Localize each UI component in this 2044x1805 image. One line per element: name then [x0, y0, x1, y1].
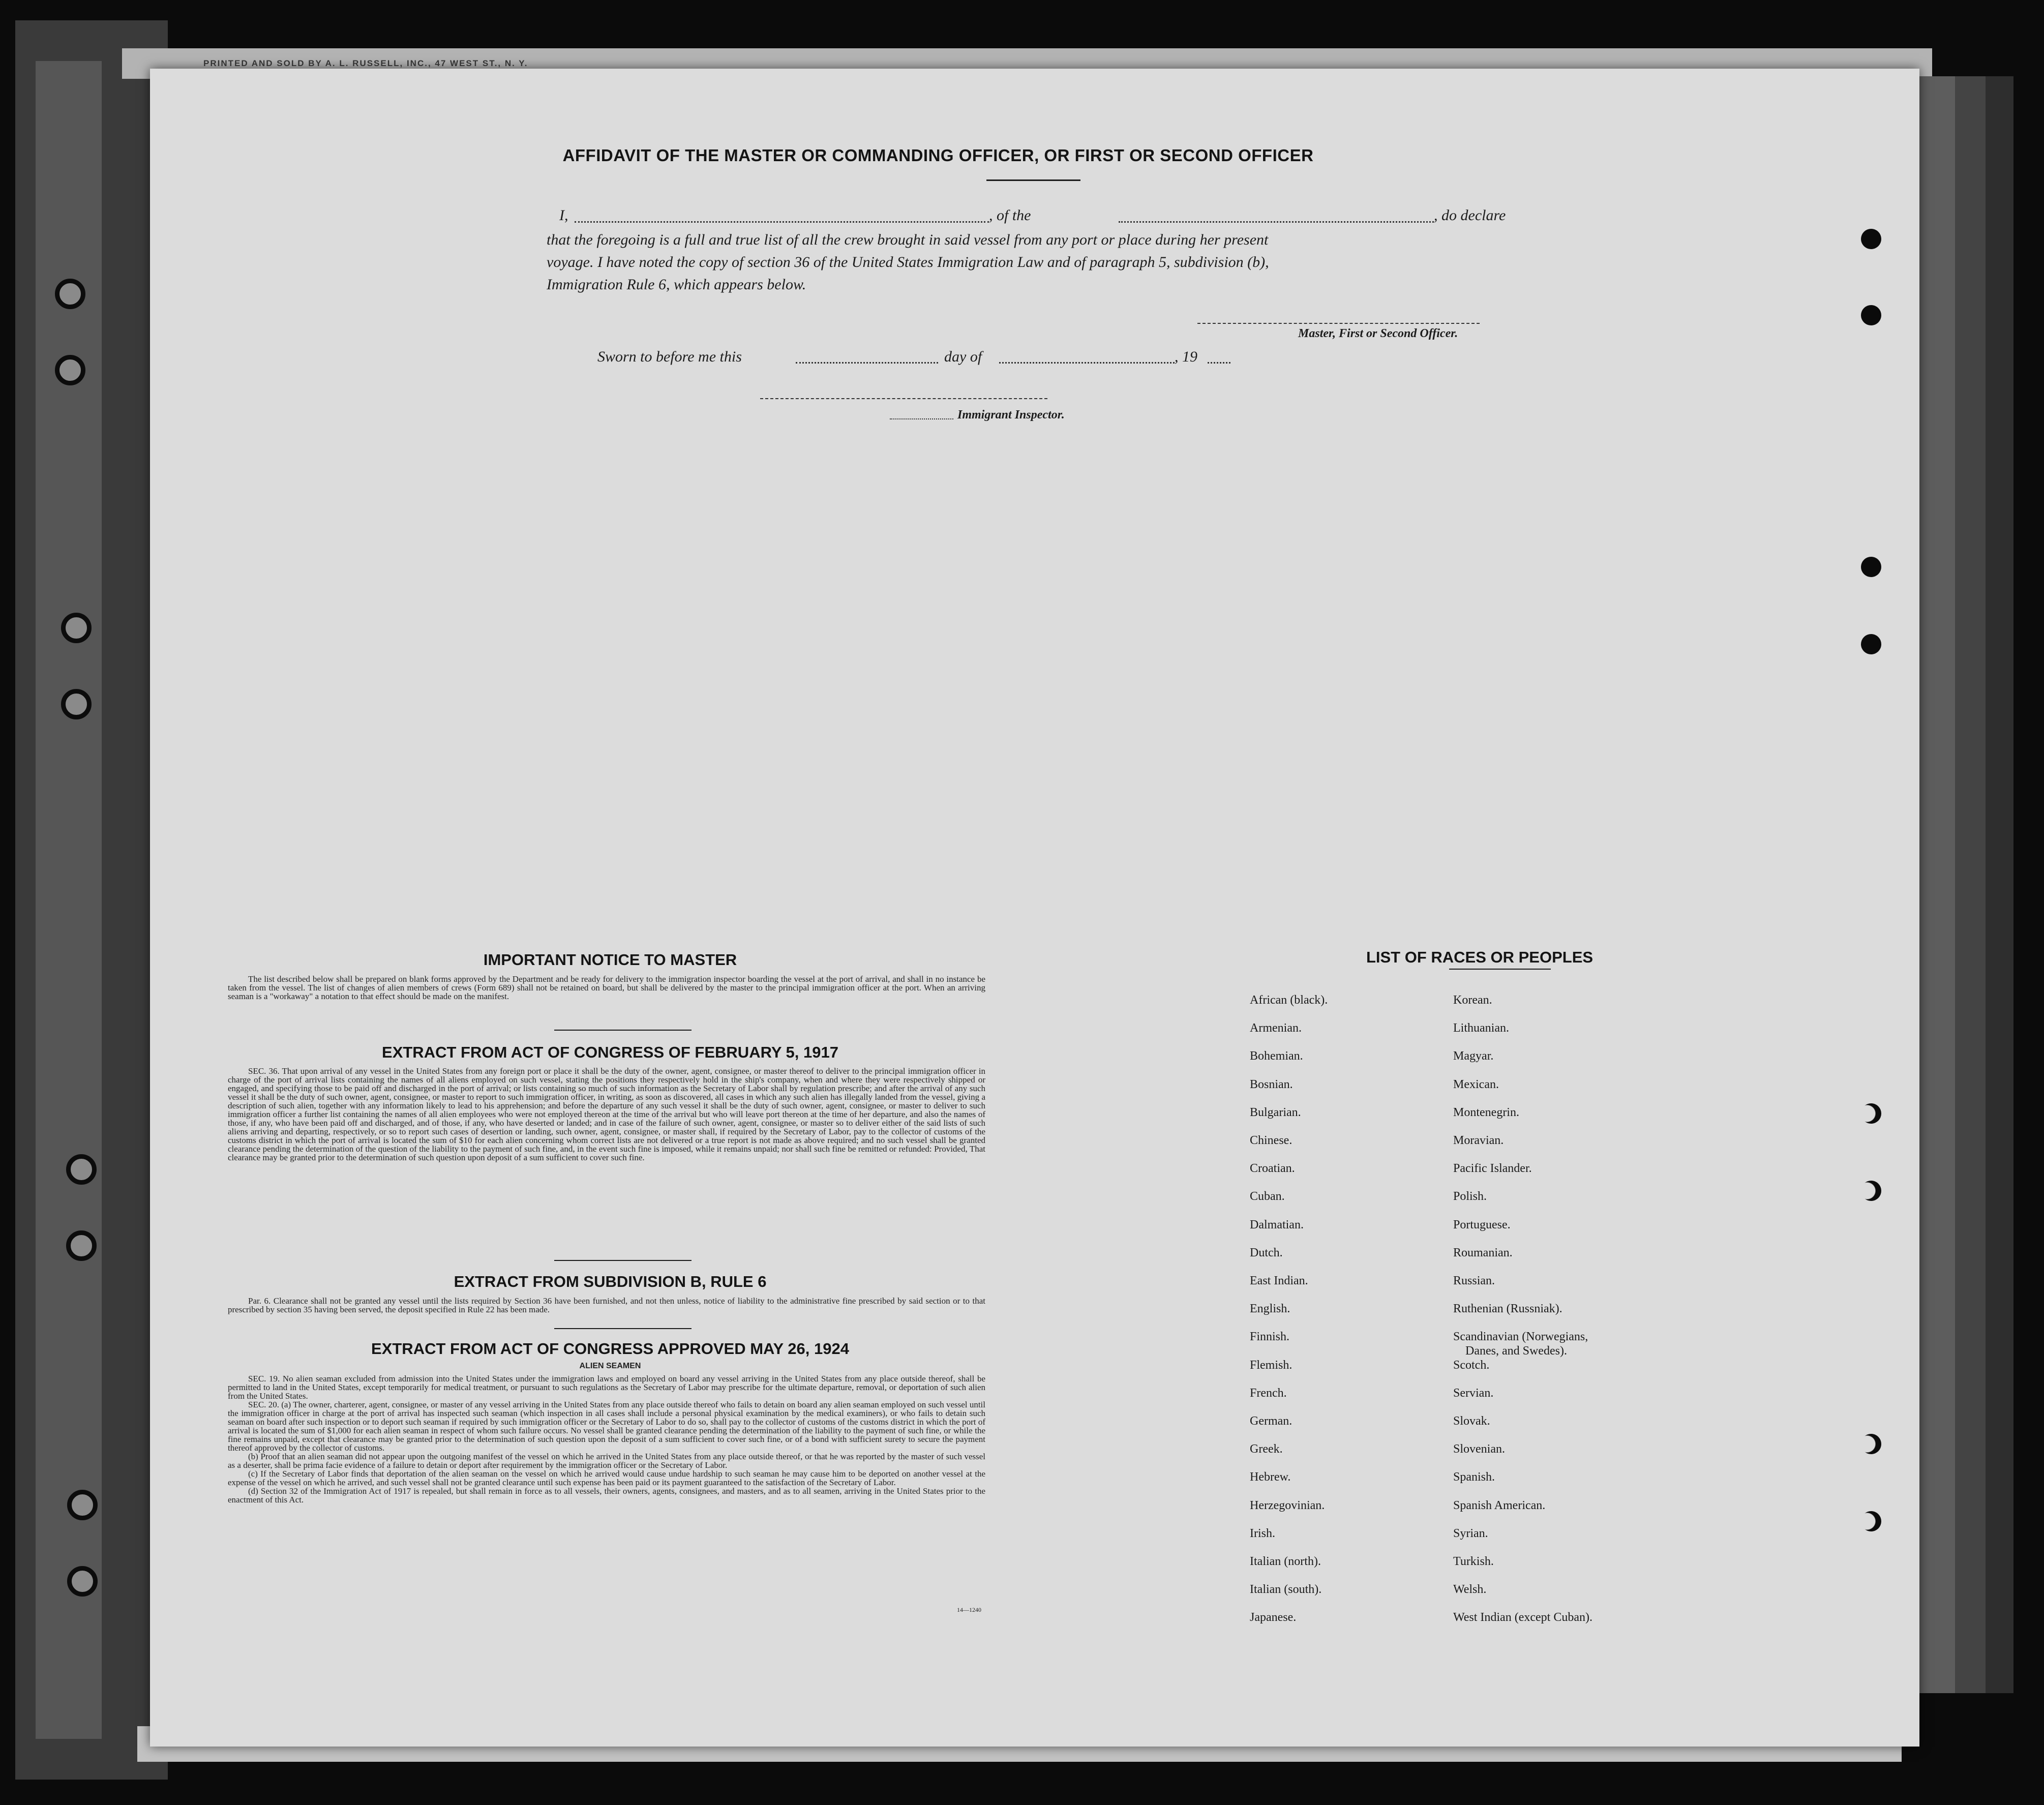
affidavit-line-3: voyage. I have noted the copy of section 36 of the United States Immigration Law and of paragraph 5, subdivision (b),: [547, 254, 1269, 270]
affidavit-title: AFFIDAVIT OF THE MASTER OR COMMANDING OFFICER, OR FIRST OR SECOND OFFICER: [562, 146, 1314, 165]
punch-hole: [1861, 1103, 1881, 1124]
punch-hole: [1861, 557, 1881, 577]
race-item: Korean.: [1453, 994, 1492, 1007]
punch-hole: [1861, 634, 1881, 654]
race-item: Roumanian.: [1453, 1246, 1513, 1259]
races-title: LIST OF RACES OR PEOPLES: [1366, 948, 1594, 966]
race-item: Japanese.: [1250, 1611, 1297, 1624]
printer-imprint: PRINTED AND SOLD BY A. L. RUSSELL, INC., 47 WEST ST., N. Y.: [203, 58, 528, 68]
race-item: Spanish.: [1453, 1470, 1495, 1484]
sworn-day-line[interactable]: [796, 362, 938, 364]
race-item: Finnish.: [1250, 1330, 1290, 1344]
race-item: Bulgarian.: [1250, 1105, 1301, 1119]
form-number: 14—1240: [957, 1606, 981, 1613]
affidavit-of-the: , of the: [989, 207, 1031, 224]
race-item: Dutch.: [1250, 1246, 1283, 1259]
race-item: Dalmatian.: [1250, 1218, 1304, 1231]
extract-1924-sec20d: (d) Section 32 of the Immigration Act of 1917 is repealed, but shall remain in force as to all vessels, their owners, agents, consignees, and masters, and as to all seamen, arriving in the United States prior to the enactment of this Act.: [228, 1486, 985, 1505]
sworn-month-line[interactable]: [999, 362, 1175, 364]
extract-1924-sec20c: (c) If the Secretary of Labor finds that deportation of the alien seaman on the vessel on which he arrived would cause undue hardship to such seaman he may cause him to be deported on another vessel at the expense of the vessel on which he arrived, and such vessel shall not be granted clearance until such expense has been paid or its payment guaranteed to the satisfaction of the Secretary of Labor.: [228, 1469, 985, 1487]
extract-1924-sec20b: (b) Proof that an alien seaman did not appear upon the outgoing manifest of the vessel on which he arrived in the United States from any place outside thereof, or that he was reported by the master of such vessel as a deserter, shall be prima facie evidence of a failure to detain or deport after requirement by the immigration officer or the Secretary of Labor.: [228, 1452, 985, 1470]
race-item: Irish.: [1250, 1526, 1275, 1540]
master-signature-line[interactable]: [1197, 323, 1480, 324]
extract-rule6-title: EXTRACT FROM SUBDIVISION B, RULE 6: [454, 1273, 767, 1290]
affidavit-word-i: I,: [559, 207, 568, 224]
race-item: Lithuanian.: [1453, 1021, 1509, 1035]
binder-hole: [66, 1230, 97, 1261]
race-item: Welsh.: [1453, 1583, 1487, 1597]
master-signature-label: Master, First or Second Officer.: [1298, 327, 1458, 340]
race-item: East Indian.: [1250, 1274, 1308, 1287]
binder-hole: [61, 613, 92, 643]
rank-line[interactable]: [1119, 221, 1434, 223]
inspector-signature-label: Immigrant Inspector.: [957, 408, 1065, 422]
punch-hole: [1861, 305, 1881, 325]
race-item: Servian.: [1453, 1386, 1494, 1400]
race-item: Russian.: [1453, 1274, 1495, 1287]
binder-hole: [67, 1490, 98, 1520]
extract-1924-sec20a: SEC. 20. (a) The owner, charterer, agent, consignee, or master of any vessel arriving in the United States from any place outside thereof who fails to detain on board any alien seaman employed on such vessel until the immigration officer in charge at the port of arrival has inspected such seaman (which inspection in all cases shall include a personal physical examination by the medical examiners), or who fails to detain such seaman on board after such inspection or to deport such seaman if required by such immigration officer or the Secretary of Labor to do so, shall pay to the collector of customs of the customs district in which the port of arrival is located the sum of $1,000 for each alien seaman in respect of whom such failure occurs. No vessel shall be granted clearance pending the determination of the liability to the payment of such fine, or while the fine remains unpaid, except that clearance may be granted prior to the determination of such question upon the deposit of a sum sufficient to cover such fine, or of a bond with sufficient surety to secure the payment thereof approved by the collector of customs.: [228, 1400, 985, 1453]
extract-1917-paragraph: SEC. 36. That upon arrival of any vessel in the United States from any foreign port or place it shall be the duty of the owner, agent, consignee, or master thereof to deliver to the principal immigration officer in charge of the port of arrival lists containing the names of all aliens employed on such vessel, stating the positions they respectively hold in the ship's company, when and where they were respectively shipped or engaged, and specifying those to be paid off and discharged in the port of arrival; or lists containing so much of such information as the Secretary of Labor shall by regulation prescribe; and after the arrival of any such vessel it shall be the duty of such owner, agent, consignee, or master to report to such immigration officer, in writing, as soon as discovered, all cases in which any such alien has illegally landed from the vessel, giving a description of such alien, together with any information likely to lead to his apprehension; and before the departure of any such vessel it shall be the duty of such owner, agent, consignee, or master to deliver to such immigration officer a further list containing the names of all alien employees who were not employed thereon at the time of the arrival but who will leave port thereon at the time of her departure, and also the names of those, if any, who have been paid off and discharged, and of those, if any, who have deserted or landed; and in case of the failure of such owner, agent, consignee, or master so to deliver either of the said lists of such aliens arriving and departing, respectively, or so to report such cases of desertion or landing, such owner, agent, consignee, or master shall, if required by the Secretary of Labor, pay to the collector of customs of the customs district in which the port of arrival is located the sum of $10 for each alien concerning whom correct lists are not delivered or a true report is not made as above required; and no such vessel shall be granted clearance pending the determination of the question of the liability to the payment of such fine, and, in the event such fine is imposed, while it remains unpaid; nor shall such fine be remitted or refunded: Provided, That clearance may be granted prior to the determination of such question upon deposit of a sum sufficient to cover such fine.: [228, 1066, 985, 1162]
race-item: Magyar.: [1453, 1049, 1494, 1063]
extract-1924-sec19: SEC. 19. No alien seaman excluded from admission into the United States under the immigration laws and employed on board any vessel arriving in the United States from any place outside thereof, shall be permitted to land in the United States, except temporarily for medical treatment, or pursuant to such regulations as the Secretary of Labor may prescribe for the ultimate departure, removal, or deportation of such alien from the United States.: [228, 1374, 985, 1401]
binder-hole: [55, 279, 85, 309]
extract-rule6-text: [228, 1297, 985, 1314]
binder-hole: [67, 1566, 98, 1597]
race-item: West Indian (except Cuban).: [1453, 1611, 1592, 1624]
affidavit-line-2: that the foregoing is a full and true list of all the crew brought in said vessel from any port or place during her present: [547, 231, 1269, 248]
name-line[interactable]: [575, 221, 989, 223]
race-item: French.: [1250, 1386, 1287, 1400]
extract-1924-text: [228, 1374, 985, 1504]
binder-hole: [66, 1154, 97, 1185]
document-page: [150, 58, 1919, 1747]
punch-hole: [1861, 1511, 1881, 1531]
page-stack-edge: [1919, 76, 1955, 1693]
race-item: Slovenian.: [1453, 1442, 1505, 1456]
race-item: Flemish.: [1250, 1358, 1292, 1372]
binder-hole: [61, 689, 92, 719]
race-item: Portuguese.: [1453, 1218, 1511, 1231]
race-item: Bosnian.: [1250, 1077, 1293, 1091]
extract-1924-subtitle: ALIEN SEAMEN: [579, 1362, 641, 1370]
race-item: Pacific Islander.: [1453, 1162, 1532, 1176]
notice-paragraph: The list described below shall be prepared on blank forms approved by the Department and be ready for delivery to the immigration inspector boarding the vessel at the port of arrival, and shall in no instance be taken from the vessel. The list of changes of alien members of crews (Form 689) shall not be retained on board, but shall be delivered by the master to the principal immigration officer at the port. When an arriving seaman is a "workaway" a notation to that effect should be made on the manifest.: [228, 974, 985, 1001]
page-stack-edge: [1986, 76, 2013, 1693]
race-item: Turkish.: [1453, 1555, 1494, 1568]
race-item: Cuban.: [1250, 1190, 1285, 1204]
race-item: Armenian.: [1250, 1021, 1302, 1035]
race-item: English.: [1250, 1302, 1290, 1316]
race-item: Scandinavian (Norwegians, Danes, and Swedes).: [1453, 1330, 1588, 1358]
inspector-lead-line: [890, 418, 953, 419]
race-item: Mexican.: [1453, 1077, 1499, 1091]
extract-1917-text: [228, 1067, 985, 1162]
binder-hole: [55, 355, 85, 385]
sworn-year-line[interactable]: [1208, 362, 1230, 364]
extract-1917-title: EXTRACT FROM ACT OF CONGRESS OF FEBRUARY 5, 1917: [382, 1043, 838, 1061]
sworn-label: Sworn to before me this: [597, 348, 742, 365]
divider: [554, 1260, 692, 1261]
race-item: Italian (south).: [1250, 1583, 1322, 1597]
day-of-label: day of: [944, 348, 982, 365]
race-item: Chinese.: [1250, 1134, 1292, 1147]
inspector-signature-line[interactable]: [760, 398, 1047, 399]
punch-hole: [1861, 229, 1881, 249]
binder-inner: [36, 61, 102, 1739]
race-item: Italian (north).: [1250, 1555, 1321, 1568]
race-item: German.: [1250, 1415, 1292, 1428]
divider: [986, 179, 1080, 181]
race-item: Herzegovinian.: [1250, 1498, 1325, 1512]
race-item: African (black).: [1250, 994, 1328, 1007]
extract-rule6-paragraph: Par. 6. Clearance shall not be granted any vessel until the lists required by Section 36 have been furnished, and not then unless, notice of liability to the administrative fine prescribed by said section or to that prescribed by section 35 having been served, the deposit specified in Rule 22 has been made.: [228, 1296, 985, 1314]
extract-1924-title: EXTRACT FROM ACT OF CONGRESS APPROVED MAY 26, 1924: [371, 1340, 849, 1358]
divider: [554, 1328, 692, 1329]
race-item: Hebrew.: [1250, 1470, 1291, 1484]
race-item: Polish.: [1453, 1190, 1487, 1204]
race-item: Croatian.: [1250, 1162, 1295, 1176]
race-item: Syrian.: [1453, 1526, 1488, 1540]
affidavit-line-4: Immigration Rule 6, which appears below.: [547, 276, 806, 293]
race-item: Greek.: [1250, 1442, 1283, 1456]
page-stack-edge: [1955, 76, 1986, 1693]
race-item: Ruthenian (Russniak).: [1453, 1302, 1562, 1316]
notice-title: IMPORTANT NOTICE TO MASTER: [483, 951, 737, 969]
notice-text: [228, 975, 985, 1001]
divider: [554, 1030, 692, 1031]
affidavit-do-declare: , do declare: [1434, 207, 1506, 224]
race-item: Scotch.: [1453, 1358, 1490, 1372]
race-item: Montenegrin.: [1453, 1105, 1519, 1119]
punch-hole: [1861, 1434, 1881, 1454]
race-item: Slovak.: [1453, 1415, 1490, 1428]
race-item: Moravian.: [1453, 1134, 1504, 1147]
race-item: Bohemian.: [1250, 1049, 1303, 1063]
divider: [1449, 969, 1551, 970]
year-label: , 19: [1175, 348, 1197, 365]
race-item: Spanish American.: [1453, 1498, 1546, 1512]
punch-hole: [1861, 1181, 1881, 1201]
